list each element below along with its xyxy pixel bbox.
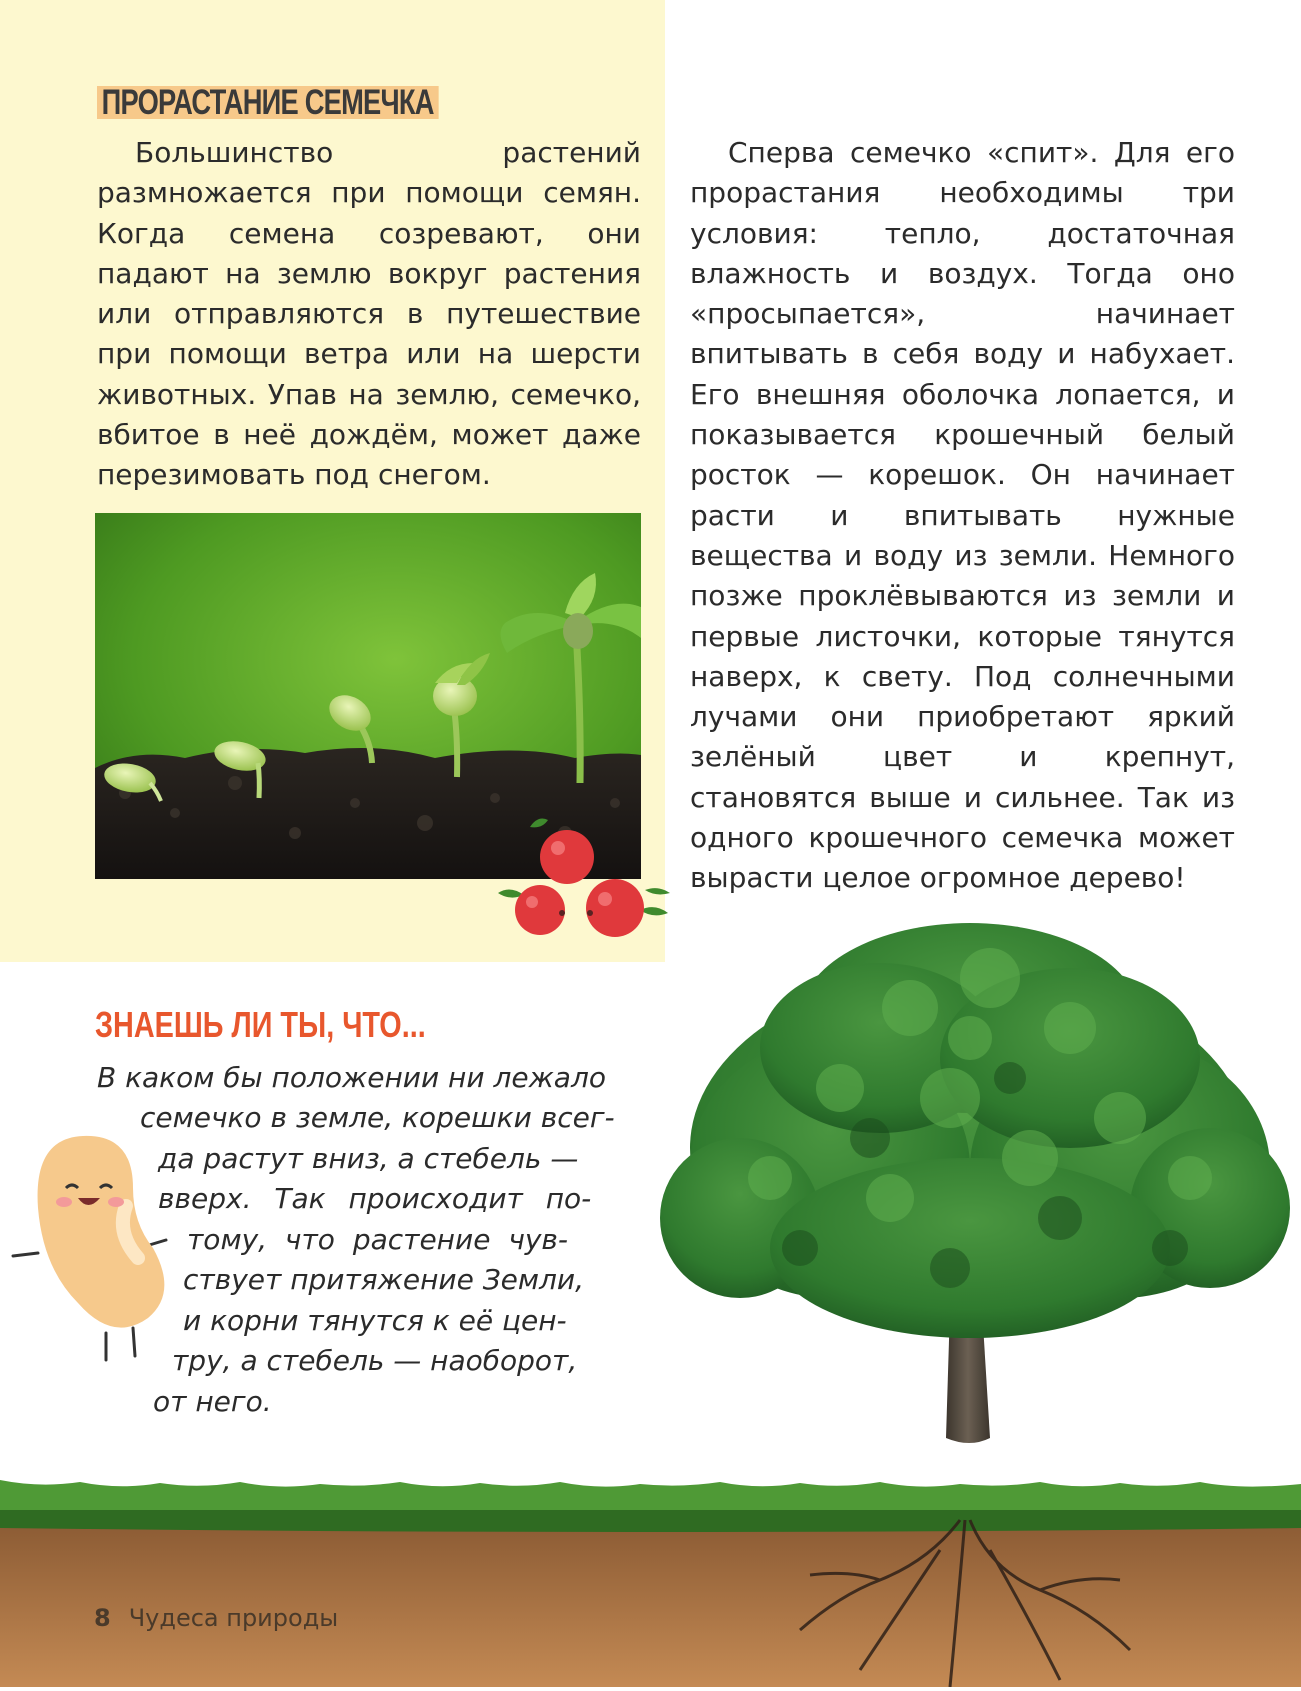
- tree-illustration: [650, 918, 1301, 1518]
- fact-line: да растут вниз, а стебель —: [158, 1142, 579, 1175]
- fact-line: и корни тянутся к её цен-: [183, 1304, 567, 1337]
- fact-line: от него.: [153, 1385, 272, 1418]
- book-title: Чудеса природы: [128, 1604, 339, 1632]
- left-paragraph: Большинство растений размножается при помощи семян. Когда семена созревают, они падают на землю вокруг растения или отправляются в путешествие при помощи ветра или на шерсти животных. Упав на землю, семечко, вбитое в неё дождём, может даже перезимовать под снегом.: [97, 136, 641, 492]
- fact-heading: ЗНАЕШЬ ЛИ ТЫ, ЧТО...: [95, 1004, 426, 1045]
- fact-line: В каком бы положении ни лежало: [97, 1061, 606, 1094]
- page-number: 8: [94, 1604, 111, 1632]
- right-paragraph: Сперва семечко «спит». Для его прорастания необходимы три условия: тепло, достаточная влажность и воздух. Тогда оно «просыпается», начинает впитывать в себя воду и набухает. Его внешняя оболочка лопается, и показывается крошечный белый росток — корешок. Он начинает расти и впитывать нужные вещества и воду из земли. Немного позже проклёвываются из земли и первые листочки, которые тянутся наверх, к свету. Под солнечными лучами они приобретают яркий зелёный цвет и крепнут, становятся выше и сильнее. Так из одного крошечного семечка может вырасти целое огромное дерево!: [690, 136, 1235, 895]
- fact-line: вверх. Так происходит по-: [158, 1182, 592, 1215]
- fact-line: тому, что растение чув-: [187, 1223, 569, 1256]
- fact-line: тру, а стебель — наоборот,: [172, 1344, 578, 1377]
- fact-line: семечко в земле, корешки всег-: [140, 1101, 615, 1134]
- ground-soil: [0, 1480, 1301, 1687]
- fact-line: ствует притяжение Земли,: [183, 1263, 585, 1296]
- section-title-text: ПРОРАСТАНИЕ СЕМЕЧКА: [97, 83, 438, 122]
- section-title: [97, 79, 434, 127]
- page-footer: [94, 1604, 338, 1632]
- bean-mascot: [8, 1128, 168, 1368]
